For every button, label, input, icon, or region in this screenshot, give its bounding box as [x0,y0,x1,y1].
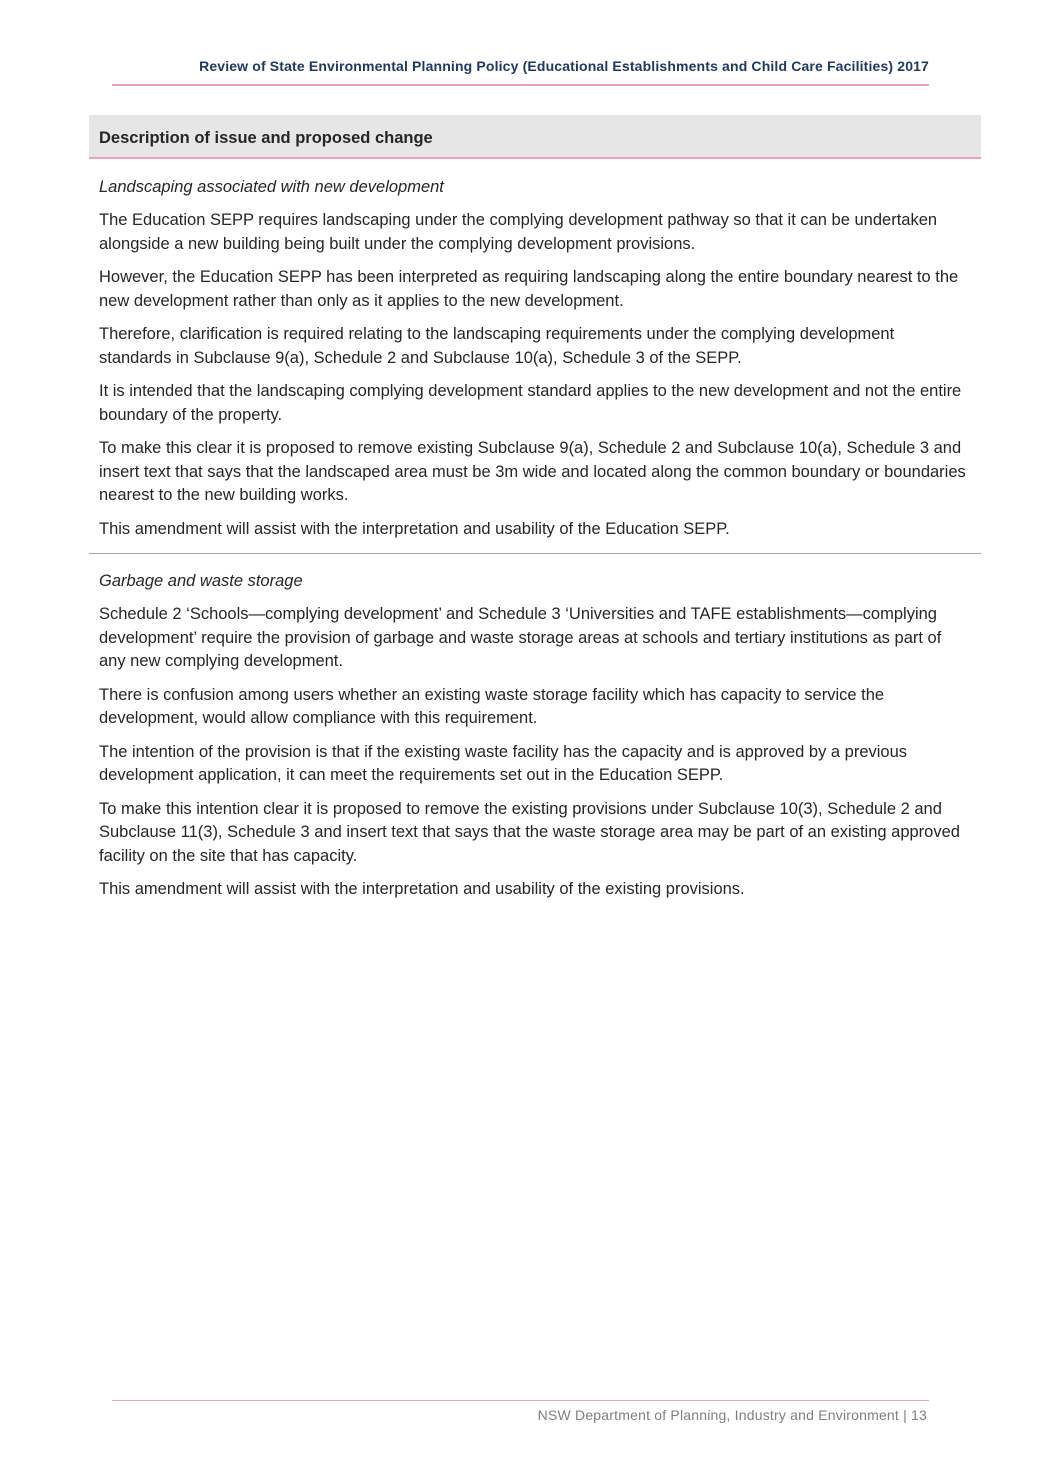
paragraph: To make this intention clear it is proposed to remove the existing provisions under Subclause 10(3), Schedule 2 and Subclause 11(3), Schedule 3 and insert text that says that the waste storage area may be part of an existing approved facility on the site that has capacity. [99,799,960,865]
paragraph: The Education SEPP requires landscaping under the complying development pathway so that it can be undertaken alongside a new building being built under the complying development provisions. [99,211,938,253]
paragraph: There is confusion among users whether an existing waste storage facility which has capacity to service the development, would allow compliance with this requirement. [99,685,885,727]
paragraph: It is intended that the landscaping complying development standard applies to the new development and not the entire boundary of the property. [99,382,962,424]
paragraph: To make this clear it is proposed to remove existing Subclause 9(a), Schedule 2 and Subclause 10(a), Schedule 3 and insert text that says that the landscaped area must be 3m wide and located along the common boundary or boundaries nearest to the new building works. [99,439,966,504]
issue-table [89,115,981,902]
paragraph: Therefore, clarification is required relating to the landscaping requirements under the complying development standards in Subclause 9(a), Schedule 2 and Subclause 10(a), Schedule 3 of the SEPP. [99,325,895,367]
section-garbage-waste [89,554,981,902]
paragraph: However, the Education SEPP has been interpreted as requiring landscaping along the entire boundary nearest to the new development rather than only as it applies to the new development. [99,268,959,310]
page-footer: NSW Department of Planning, Industry and Environment | 13 [537,1407,927,1423]
section-subtitle: Landscaping associated with new development [99,178,444,196]
paragraph: The intention of the provision is that if the existing waste facility has the capacity and is approved by a previous development application, it can meet the requirements set out in the Education SEPP. [99,742,908,784]
header-divider [112,84,929,86]
table-heading: Description of issue and proposed change [89,115,981,159]
section-subtitle: Garbage and waste storage [99,572,303,590]
paragraph: This amendment will assist with the interpretation and usability of the Education SEPP. [99,519,730,538]
section-landscaping [89,159,981,554]
footer-divider [112,1400,929,1401]
paragraph: Schedule 2 ‘Schools—complying development’ and Schedule 3 ‘Universities and TAFE establishments—complying development’ require the provision of garbage and waste storage areas at schools and tertiary institutions as part of any new complying development. [99,605,942,670]
running-header: Review of State Environmental Planning Policy (Educational Establishments and Child Care Facilities) 2017 [199,58,929,74]
paragraph: This amendment will assist with the interpretation and usability of the existing provisions. [99,880,745,898]
